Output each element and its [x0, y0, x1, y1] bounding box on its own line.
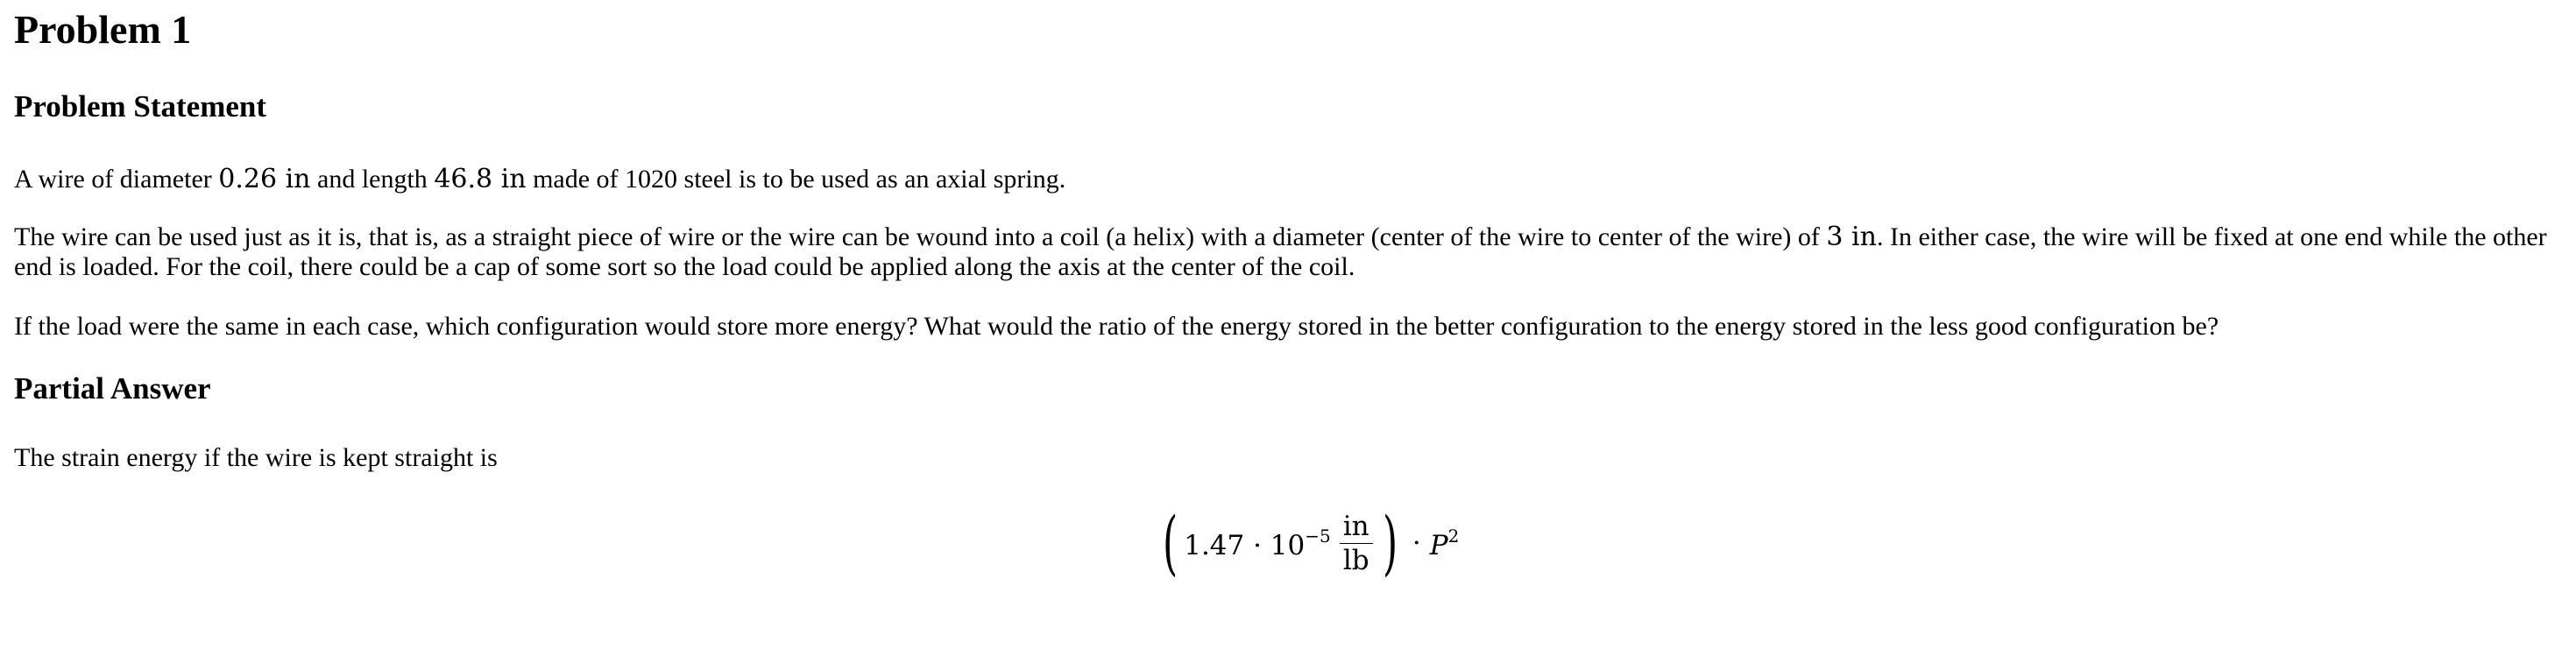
document — [0, 5, 2576, 473]
paragraph-wire-description — [14, 165, 2562, 194]
wire-diameter-value: 0.26 in — [218, 164, 311, 194]
unit-fraction — [1340, 511, 1373, 575]
left-parenthesis: ( — [1163, 502, 1178, 583]
wire-length-value: 46.8 in — [434, 164, 527, 194]
paragraph-question: If the load were the same in each case, which configuration would store more energy? What would the ratio of the energy stored in the better configuration to the energy stored in the less good configuration be? — [14, 312, 2219, 341]
variable-exponent: 2 — [1447, 525, 1460, 547]
text: A wire of diameter — [14, 165, 219, 194]
text: . In either case, the wire will be fixed at one end while the other end is loaded. For the coil, there could be a cap of some sort so the load could be applied along the axis at the center of the coil. — [14, 222, 2547, 281]
coefficient — [1184, 526, 1331, 561]
coefficient-exponent: −5 — [1305, 525, 1331, 547]
text: The wire can be used just as it is, that is, as a straight piece of wire or the wire can be wound into a coil (a helix) with a diameter (center of the wire to center of the wire) of — [14, 222, 1827, 251]
multiplication-dot: · — [1412, 527, 1421, 559]
coefficient-base: 1.47 · 10 — [1184, 529, 1306, 561]
section-heading-partial-answer: Partial Answer — [14, 371, 211, 406]
unit-numerator: in — [1340, 511, 1373, 544]
paragraph-configurations — [14, 222, 2562, 282]
strain-energy-equation — [1157, 499, 1459, 587]
text: made of 1020 steel is to be used as an axial spring. — [526, 165, 1066, 194]
paragraph-strain-energy-intro: The strain energy if the wire is kept straight is — [14, 443, 498, 472]
coil-diameter-value: 3 in — [1826, 222, 1877, 252]
page-title: Problem 1 — [14, 7, 192, 52]
right-parenthesis: ) — [1382, 502, 1398, 583]
text: and length — [310, 165, 435, 194]
variable-p: P — [1429, 529, 1448, 561]
section-heading-problem-statement: Problem Statement — [14, 89, 267, 123]
load-variable — [1430, 526, 1460, 561]
unit-denominator: lb — [1342, 544, 1369, 576]
